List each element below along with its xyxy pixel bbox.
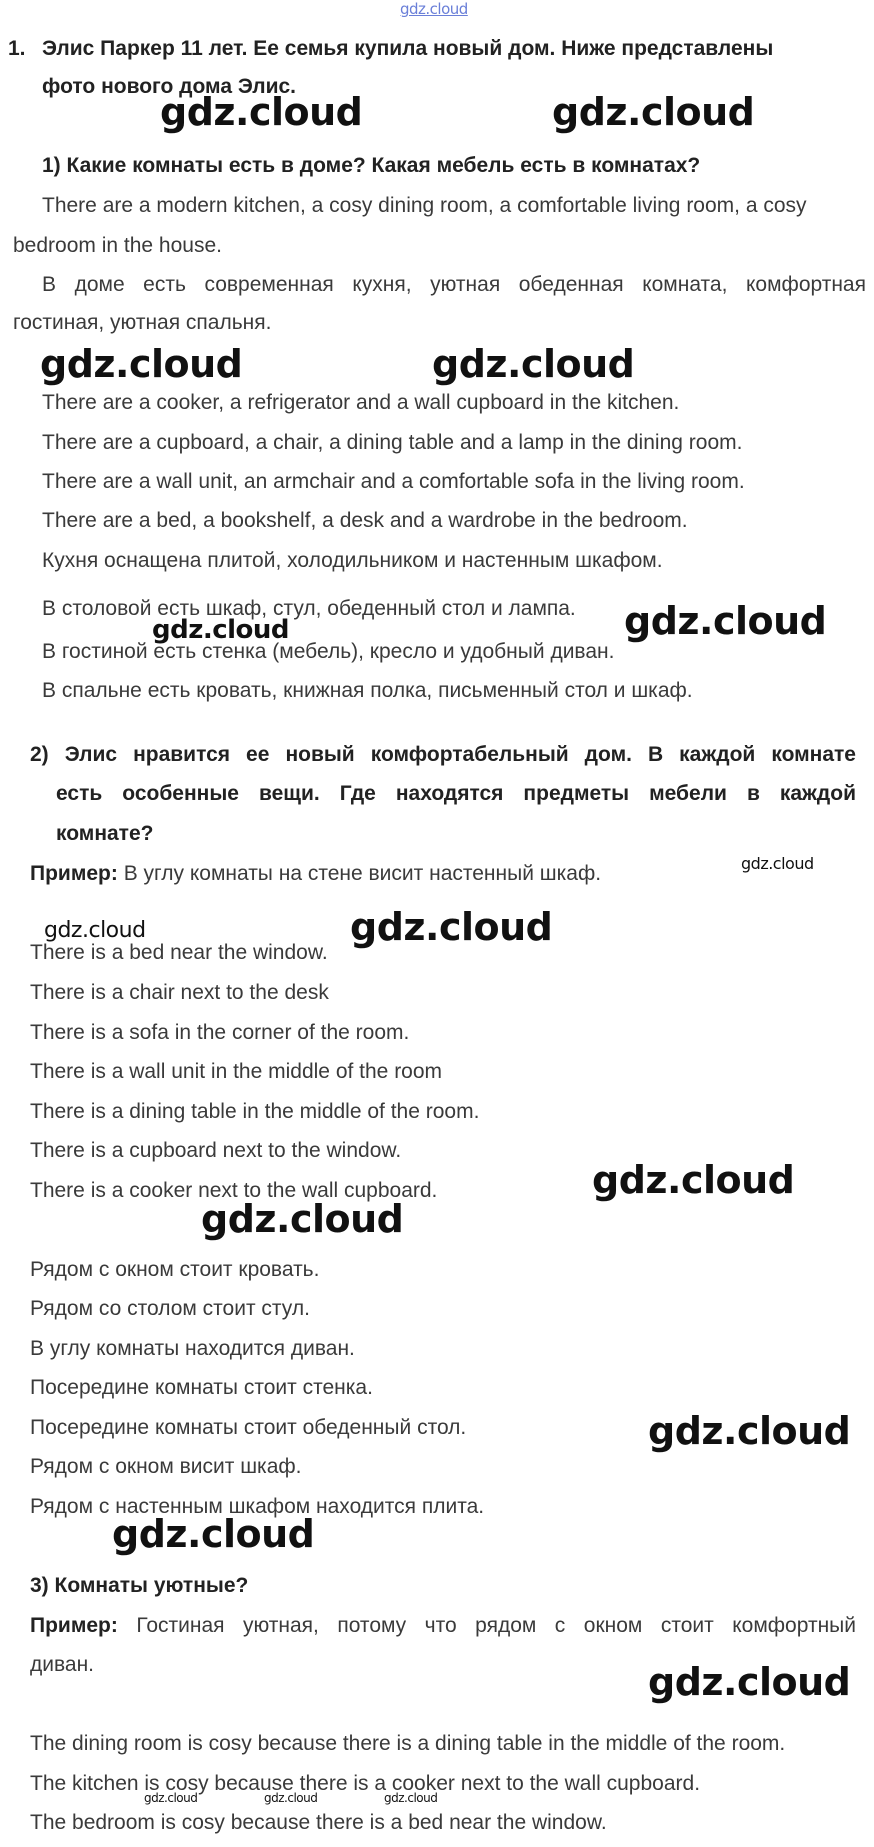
task-line-2: фото нового дома Элис. (42, 75, 297, 98)
watermark-large: gdz.cloud (112, 1512, 315, 1556)
section2-heading-line2: есть особенные вещи. Где находятся предметы мебели в каждой (56, 782, 856, 805)
section1-p1-line2: bedroom in the house. (13, 234, 222, 257)
section2-example (30, 861, 601, 887)
section1-line: В гостиной есть стенка (мебель), кресло и удобный диван. (42, 640, 615, 663)
section2-russian-line: Рядом с окном висит шкаф. (30, 1455, 302, 1478)
section2-russian-line: Рядом со столом стоит стул. (30, 1297, 310, 1320)
watermark-top: gdz.cloud (400, 0, 468, 18)
section1-line: There are a cooker, a refrigerator and a wall cupboard in the kitchen. (42, 391, 680, 414)
section3-example-line2: диван. (30, 1653, 95, 1676)
watermark-large: gdz.cloud (592, 1158, 795, 1202)
section1-p2-line1: В доме есть современная кухня, уютная обеденная комната, комфортная (42, 273, 866, 296)
section1-line: В спальне есть кровать, книжная полка, письменный стол и шкаф. (42, 679, 693, 702)
section2-russian-line: В углу комнаты находится диван. (30, 1337, 355, 1360)
task-line-1: Элис Паркер 11 лет. Ее семья купила новый дом. Ниже представлены (42, 37, 774, 60)
section1-p2-line2: гостиная, уютная спальня. (13, 311, 272, 334)
section2-english-line: There is a sofa in the corner of the room. (30, 1021, 410, 1044)
watermark-small: gdz.cloud (384, 1791, 438, 1805)
section3-line: The dining room is cosy because there is a dining table in the middle of the room. (30, 1732, 786, 1755)
example-text: В углу комнаты на стене висит настенный шкаф. (117, 862, 602, 885)
section2-english-line: There is a dining table in the middle of the room. (30, 1100, 480, 1123)
section2-russian-line: Посередине комнаты стоит стенка. (30, 1376, 373, 1399)
section1-line: В столовой есть шкаф, стул, обеденный стол и лампа. (42, 597, 576, 620)
section2-english-line: There is a cupboard next to the window. (30, 1139, 402, 1162)
example-text: Гостиная уютная, потому что рядом с окном стоит комфортный (117, 1614, 856, 1637)
section1-line: There are a bed, a bookshelf, a desk and a wardrobe in the bedroom. (42, 509, 688, 532)
watermark-large: gdz.cloud (201, 1197, 404, 1241)
section2-heading-line1: 2) Элис нравится ее новый комфортабельный дом. В каждой комнате (30, 743, 856, 766)
section1-line: There are a cupboard, a chair, a dining table and a lamp in the dining room. (42, 431, 743, 454)
section3-heading: 3) Комнаты уютные? (30, 1574, 249, 1597)
watermark-large: gdz.cloud (648, 1409, 851, 1453)
example-label: Пример: (30, 862, 118, 885)
example-label: Пример: (30, 1614, 118, 1637)
watermark-large: gdz.cloud (624, 599, 827, 643)
section2-english-line: There is a wall unit in the middle of the room (30, 1060, 443, 1083)
section1-line: Кухня оснащена плитой, холодильником и настенным шкафом. (42, 549, 663, 572)
watermark-large: gdz.cloud (552, 90, 755, 134)
section1-line: There are a wall unit, an armchair and a comfortable sofa in the living room. (42, 470, 745, 493)
watermark-medium: gdz.cloud (152, 615, 290, 645)
watermark-large: gdz.cloud (350, 905, 553, 949)
watermark-medium: gdz.cloud (44, 918, 146, 943)
section1-heading: 1) Какие комнаты есть в доме? Какая мебель есть в комнатах? (42, 154, 701, 177)
section2-english-line: There is a cooker next to the wall cupboard. (30, 1179, 438, 1202)
section3-example-line1 (30, 1613, 856, 1639)
section1-p1-line1: There are a modern kitchen, a cosy dining room, a comfortable living room, a cosy (42, 194, 807, 217)
task-number: 1. (8, 37, 26, 60)
watermark-large: gdz.cloud (160, 90, 363, 134)
watermark-large: gdz.cloud (648, 1660, 851, 1704)
section2-heading-line3: комнате? (56, 822, 154, 845)
section3-line: The kitchen is cosy because there is a cooker next to the wall cupboard. (30, 1772, 701, 1795)
section2-russian-line: Посередине комнаты стоит обеденный стол. (30, 1416, 467, 1439)
watermark-small: gdz.cloud (741, 854, 814, 873)
watermark-large: gdz.cloud (40, 342, 243, 386)
watermark-small: gdz.cloud (264, 1791, 318, 1805)
section2-russian-line: Рядом с настенным шкафом находится плита. (30, 1495, 485, 1518)
section2-russian-line: Рядом с окном стоит кровать. (30, 1258, 320, 1281)
section2-english-line: There is a bed near the window. (30, 941, 328, 964)
watermark-small: gdz.cloud (144, 1791, 198, 1805)
section3-line: The bedroom is cosy because there is a bed near the window. (30, 1811, 607, 1834)
section2-english-line: There is a chair next to the desk (30, 981, 329, 1004)
watermark-large: gdz.cloud (432, 342, 635, 386)
